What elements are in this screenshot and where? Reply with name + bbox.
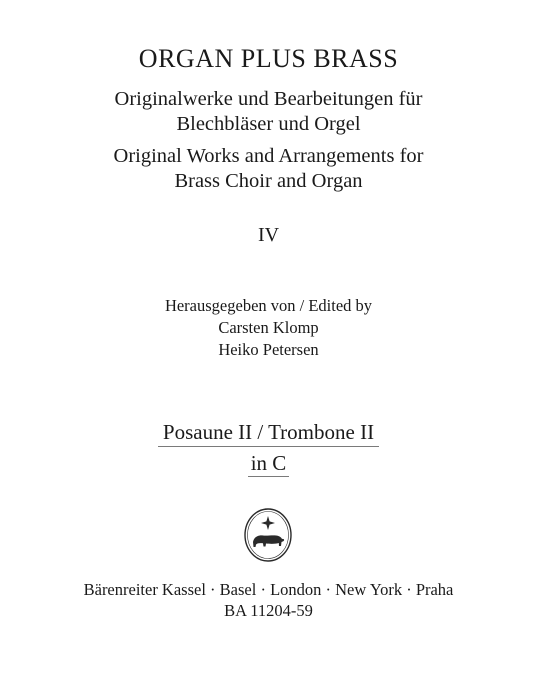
editor-name: Heiko Petersen [218, 340, 319, 359]
key-underline [248, 476, 289, 477]
instrument-key: in C [250, 451, 287, 475]
catalog-number: BA 11204-59 [224, 601, 313, 620]
editors-label: Herausgegeben von / Edited by [164, 296, 373, 315]
instrument-part: Posaune II / Trombone II [162, 420, 375, 444]
baerenreiter-bear-logo-icon [242, 500, 294, 564]
page-title: ORGAN PLUS BRASS [138, 44, 399, 73]
subtitle-german-line-1: Originalwerke und Bearbeitungen für [114, 88, 423, 110]
subtitle-english-line-2: Brass Choir and Organ [174, 170, 363, 192]
publisher-locations: Bärenreiter Kassel · Basel · London · New York · Praha [83, 580, 454, 599]
volume-number: IV [257, 224, 280, 246]
editor-name: Carsten Klomp [218, 318, 319, 337]
subtitle-english-line-1: Original Works and Arrangements for [113, 145, 424, 167]
instrument-underline [158, 446, 379, 447]
subtitle-german-line-2: Blechbläser und Orgel [176, 113, 361, 135]
